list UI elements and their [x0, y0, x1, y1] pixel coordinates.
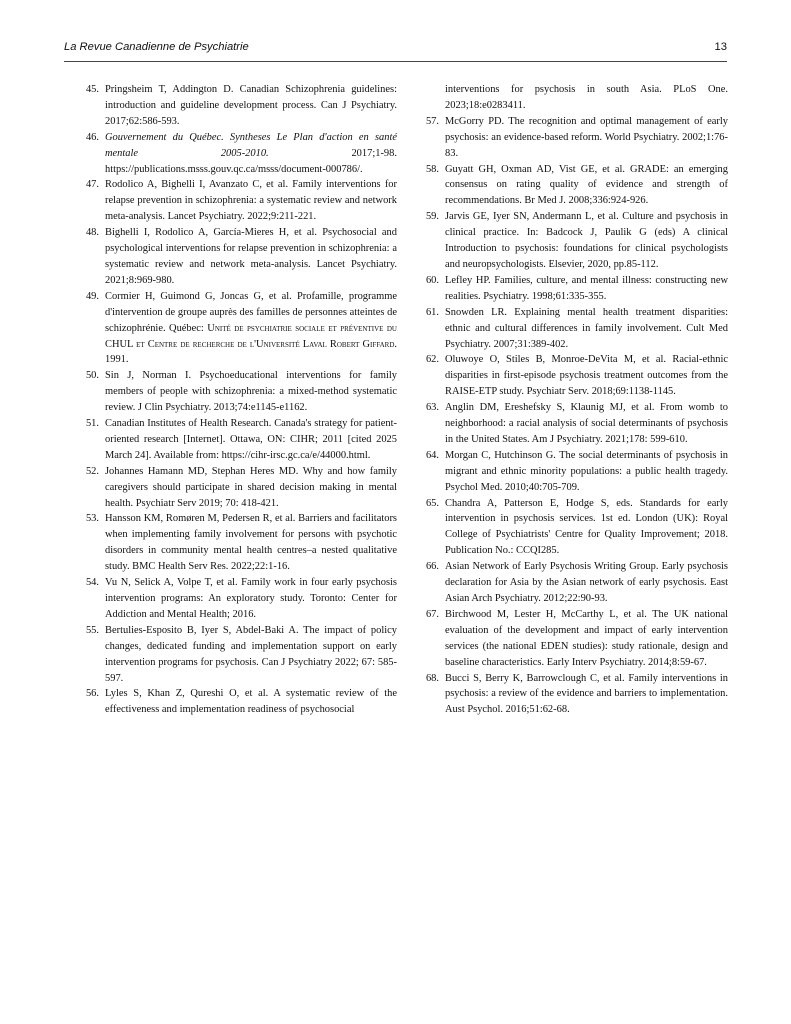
reference-49: [82, 289, 397, 369]
reference-50: [82, 368, 397, 416]
reference-text: Rodolico A, Bighelli I, Avanzato C, et al. Family interventions for relapse prevention in schizophrenia: a systematic review and network meta-analysis. Lancet Psychiatry. 2022;9:211-221.: [105, 179, 397, 223]
reference-text: Pringsheim T, Addington D. Canadian Schizophrenia guidelines: introduction and guideline development process. Can J Psychiatry. 2017;62:586-593.: [105, 84, 397, 127]
reference-64: [422, 448, 728, 496]
reference-number: 66 .: [419, 559, 439, 575]
reference-text: Jarvis GE, Iyer SN, Andermann L, et al. Culture and psychosis in clinical practice. In: Badcock J, Paulik G (eds) A clinical Introduction to psychosis: foundations for clinical psychologists and neuropsychologists. Elsevier, 2020, pp.85-112.: [445, 211, 728, 270]
reference-52: [82, 464, 397, 512]
reference-number: 50 .: [79, 368, 99, 384]
references-column-right: [422, 82, 728, 718]
reference-45: [82, 82, 397, 130]
running-header: [64, 41, 727, 57]
reference-text: Guyatt GH, Oxman AD, Vist GE, et al. GRADE: an emerging consensus on rating quality of evidence and strength of recommendations. Br Med J. 2008;336:924-926.: [445, 163, 728, 207]
reference-text: Cormier H, Guimond G, Joncas G, et al. Profamille, programme d'intervention de groupe auprès des familles de personnes atteintes de schizophrénie. Québec: Unité de psychiatrie sociale et préventive du CHUL et Centre de recherche de l'Université Laval Robert Giffard. 1991.: [105, 290, 397, 366]
reference-65: [422, 496, 728, 560]
reference-46: [82, 130, 397, 178]
reference-number: 52 .: [79, 464, 99, 480]
reference-49-publisher: Unité de psychiatrie sociale et préventive du CHUL et Centre de recherche de l'Université Laval Robert Giffard: [105, 322, 397, 350]
reference-text: Lyles S, Khan Z, Qureshi O, et al. A systematic review of the effectiveness and implementation readiness of psychosocial: [105, 688, 397, 716]
page-number: 13: [714, 41, 727, 53]
reference-number: 45 .: [79, 82, 99, 98]
reference-55: [82, 623, 397, 687]
reference-text: Bucci S, Berry K, Barrowclough C, et al. Family interventions in psychosis: a review of the evidence and barriers to implementation. Aust Psychol. 2016;51:62-68.: [445, 672, 728, 716]
reference-number: 60 .: [419, 273, 439, 289]
reference-number: 57 .: [419, 114, 439, 130]
reference-60: [422, 273, 728, 305]
reference-47: [82, 177, 397, 225]
reference-text: McGorry PD. The recognition and optimal management of early psychosis: an evidence-based reform. World Psychiatry. 2002;1:76-83.: [445, 115, 728, 159]
reference-text: Birchwood M, Lester H, McCarthy L, et al. The UK national evaluation of the development and impact of early intervention services (the national EDEN studies): study rationale, design and baseline characteristics. Early Interv Psychiatry. 2014;8:59-67.: [445, 608, 728, 668]
reference-59: [422, 209, 728, 273]
reference-number: 59 .: [419, 209, 439, 225]
reference-number: 46 .: [79, 130, 99, 146]
reference-text: Vu N, Selick A, Volpe T, et al. Family work in four early psychosis intervention programs: An exploratory study. Toronto: Center for Addiction and Mental Health; 2016.: [105, 577, 397, 620]
reference-51: [82, 416, 397, 464]
reference-number: 63 .: [419, 400, 439, 416]
reference-number: 67 .: [419, 607, 439, 623]
reference-text: Johannes Hamann MD, Stephan Heres MD. Why and how family caregivers should participate in shared decision making in mental health. Psychiatr Serv 2019; 70: 418-421.: [105, 465, 397, 509]
reference-63: [422, 400, 728, 448]
reference-text: Snowden LR. Explaining mental health treatment disparities: ethnic and cultural differences in family involvement. Cult Med Psychiatry. 2007;31:389-402.: [445, 306, 728, 350]
reference-number: 55 .: [79, 623, 99, 639]
reference-number: 56 .: [79, 686, 99, 702]
reference-text: Asian Network of Early Psychosis Writing Group. Early psychosis declaration for Asia by the Asian network of early psychosis. East Asian Arch Psychiatry. 2012;22:90-93.: [445, 561, 728, 604]
reference-text: Bighelli I, Rodolico A, García-Mieres H, et al. Psychosocial and psychological interventions for relapse prevention in schizophrenia: a systematic review and network meta-analysis. Lancet Psychiatry. 2021;8:969-980.: [105, 227, 397, 286]
journal-title: La Revue Canadienne de Psychiatrie: [64, 41, 249, 53]
reference-54: [82, 575, 397, 623]
reference-62: [422, 352, 728, 400]
references-column-left: [82, 82, 397, 718]
reference-text: Lefley HP. Families, culture, and mental illness: constructing new realities. Psychiatry. 1998;61:335-355.: [445, 274, 728, 302]
reference-number: 49 .: [79, 289, 99, 305]
reference-number: 61 .: [419, 305, 439, 321]
reference-number: 47 .: [79, 177, 99, 193]
reference-number: 68 .: [419, 671, 439, 687]
reference-text: Bertulies-Esposito B, Iyer S, Abdel-Baki A. The impact of policy changes, dedicated funding and implementation support on early intervention programs for psychosis. Can J Psychiatry 2022; 67: 585-597.: [105, 624, 397, 684]
reference-text: Chandra A, Patterson E, Hodge S, eds. Standards for early intervention in psychosis services. 1st ed. London (UK): Royal College of Psychiatrists' Centre for Quality Improvement; 2018. Publication No.: CCQI285.: [445, 497, 728, 557]
reference-number: 51 .: [79, 416, 99, 432]
reference-56: [82, 686, 397, 718]
reference-text: Gouvernement du Québec. Syntheses Le Plan d'action en santé mentale 2005-2010. 2017;1-98. https://publications.msss.gouv.qc.ca/msss/document-000786/.: [105, 131, 397, 175]
reference-number: 65 .: [419, 496, 439, 512]
reference-57: [422, 114, 728, 162]
reference-number: 53 .: [79, 511, 99, 527]
reference-46-title: Gouvernement du Québec. Syntheses Le Plan d'action en santé mentale 2005-2010.: [105, 131, 397, 159]
reference-text: Oluwoye O, Stiles B, Monroe-DeVita M, et al. Racial-ethnic disparities in first-episode psychosis treatment outcomes from the RAISE-ETP study. Psychiatr Serv. 2018;69:1138-1145.: [445, 354, 728, 398]
reference-number: 58 .: [419, 162, 439, 178]
reference-68: [422, 671, 728, 719]
reference-text: Canadian Institutes of Health Research. Canada's strategy for patient-oriented research [Internet]. Ottawa, ON: CIHR; 2011 [cited 2025 March 24]. Available from: https://cihr-irsc.gc.ca/e/44000.html.: [105, 418, 397, 461]
reference-text: Anglin DM, Ereshefsky S, Klaunig MJ, et al. From womb to neighborhood: a racial analysis of social determinants of psychosis in the United States. Am J Psychiatry. 2021;178: 599-610.: [445, 402, 728, 445]
reference-number: 54 .: [79, 575, 99, 591]
reference-text: Sin J, Norman I. Psychoeducational interventions for family members of people with schizophrenia: a mixed-method systematic review. J Clin Psychiatry. 2013;74:e1145-e1162.: [105, 370, 397, 414]
reference-58: [422, 162, 728, 210]
reference-48: [82, 225, 397, 289]
reference-56-continuation: interventions for psychosis in south Asia. PLoS One. 2023;18:e0283411.: [445, 84, 728, 111]
reference-text: Hansson KM, Romøren M, Pedersen R, et al. Barriers and facilitators when implementing family involvement for persons with psychotic disorders in community mental health centres–a nested qualitative study. BMC Health Serv Res. 2022;22:1-16.: [105, 513, 397, 573]
reference-53: [82, 511, 397, 575]
header-rule: [64, 61, 727, 62]
reference-number: 48 .: [79, 225, 99, 241]
reference-number: 62 .: [419, 352, 439, 368]
reference-61: [422, 305, 728, 353]
reference-66: [422, 559, 728, 607]
reference-67: [422, 607, 728, 671]
reference-number: 64 .: [419, 448, 439, 464]
reference-text: Morgan C, Hutchinson G. The social determinants of psychosis in migrant and ethnic minority populations: a public health tragedy. Psychol Med. 2010;40:705-709.: [445, 449, 728, 493]
